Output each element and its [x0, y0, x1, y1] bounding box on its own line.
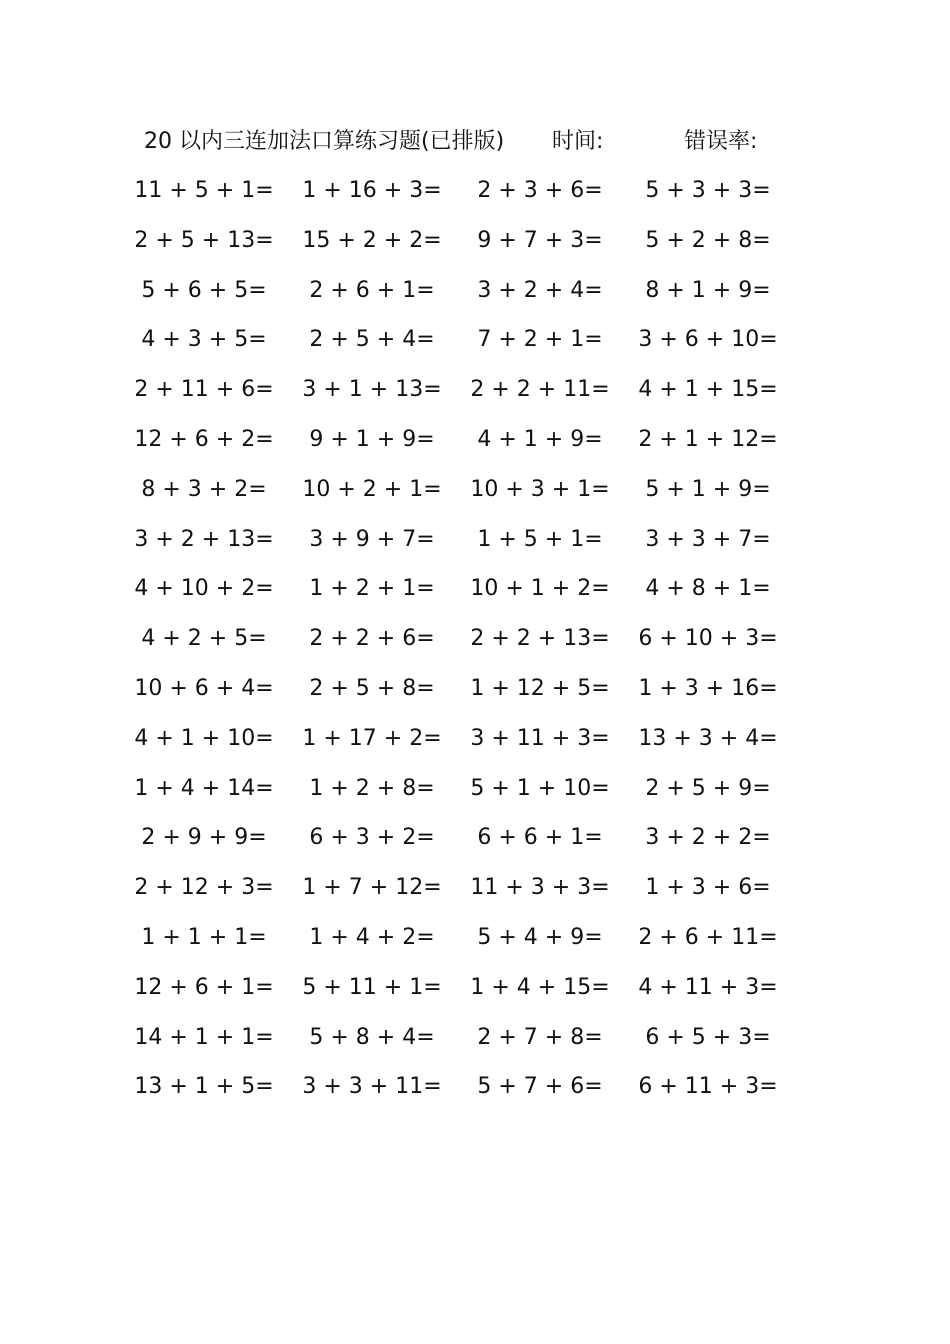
arithmetic-problem: 2 + 9 + 9=	[141, 825, 267, 851]
arithmetic-problem: 1 + 4 + 14=	[134, 775, 274, 801]
error-rate-label: 错误率:	[684, 129, 758, 154]
arithmetic-problem: 6 + 5 + 3=	[645, 1024, 771, 1050]
arithmetic-problem: 4 + 10 + 2=	[134, 576, 274, 602]
arithmetic-problem: 12 + 6 + 1=	[134, 974, 274, 1000]
arithmetic-problem: 1 + 2 + 8=	[309, 775, 435, 801]
arithmetic-problem: 4 + 1 + 15=	[638, 377, 778, 403]
arithmetic-problem: 13 + 3 + 4=	[638, 725, 778, 751]
arithmetic-problem: 2 + 3 + 6=	[477, 178, 603, 203]
arithmetic-problem: 2 + 2 + 6=	[309, 626, 435, 652]
arithmetic-problem: 1 + 4 + 15=	[470, 974, 610, 1000]
arithmetic-problem: 5 + 1 + 10=	[470, 775, 610, 801]
arithmetic-problem: 1 + 3 + 16=	[638, 675, 778, 701]
arithmetic-problem: 14 + 1 + 1=	[134, 1024, 274, 1050]
time-label: 时间:	[552, 129, 604, 154]
worksheet-title: 20 以内三连加法口算练习题(已排版)	[144, 129, 505, 154]
arithmetic-problem: 4 + 3 + 5=	[141, 327, 267, 353]
arithmetic-problem: 5 + 4 + 9=	[477, 924, 603, 950]
arithmetic-problem: 10 + 2 + 1=	[302, 476, 442, 502]
arithmetic-problem: 2 + 5 + 4=	[309, 327, 435, 353]
arithmetic-problem: 7 + 2 + 1=	[477, 327, 603, 353]
arithmetic-problem: 10 + 3 + 1=	[470, 476, 610, 502]
arithmetic-problem: 3 + 2 + 13=	[134, 526, 274, 552]
arithmetic-problem: 3 + 6 + 10=	[638, 327, 778, 353]
arithmetic-problem: 2 + 5 + 13=	[134, 227, 274, 253]
arithmetic-problem: 5 + 1 + 9=	[645, 476, 771, 502]
arithmetic-problem: 9 + 1 + 9=	[309, 426, 435, 452]
arithmetic-problem: 9 + 7 + 3=	[477, 227, 603, 253]
arithmetic-problem: 8 + 3 + 2=	[141, 476, 267, 502]
arithmetic-problem: 3 + 1 + 13=	[302, 377, 442, 403]
arithmetic-problem: 10 + 1 + 2=	[470, 576, 610, 602]
arithmetic-problem: 1 + 4 + 2=	[309, 924, 435, 950]
arithmetic-problem: 2 + 6 + 1=	[309, 277, 435, 303]
arithmetic-problem: 1 + 16 + 3=	[302, 178, 442, 203]
arithmetic-problem: 8 + 1 + 9=	[645, 277, 771, 303]
arithmetic-problem: 15 + 2 + 2=	[302, 227, 442, 253]
arithmetic-problem: 3 + 11 + 3=	[470, 725, 610, 751]
arithmetic-problem: 5 + 6 + 5=	[141, 277, 267, 303]
arithmetic-problem: 5 + 3 + 3=	[645, 178, 771, 203]
arithmetic-problem: 6 + 11 + 3=	[638, 1074, 778, 1100]
arithmetic-problem: 1 + 5 + 1=	[477, 526, 603, 552]
arithmetic-problem: 2 + 1 + 12=	[638, 426, 778, 452]
arithmetic-problem: 2 + 5 + 8=	[309, 675, 435, 701]
problem-grid	[120, 174, 820, 1120]
arithmetic-problem: 3 + 3 + 7=	[645, 526, 771, 552]
arithmetic-problem: 6 + 10 + 3=	[638, 626, 778, 652]
arithmetic-problem: 2 + 11 + 6=	[134, 377, 274, 403]
arithmetic-problem: 2 + 7 + 8=	[477, 1024, 603, 1050]
arithmetic-problem: 5 + 8 + 4=	[309, 1024, 435, 1050]
arithmetic-problem: 2 + 12 + 3=	[134, 875, 274, 901]
arithmetic-problem: 5 + 7 + 6=	[477, 1074, 603, 1100]
arithmetic-problem: 4 + 1 + 10=	[134, 725, 274, 751]
arithmetic-problem: 2 + 2 + 13=	[470, 626, 610, 652]
arithmetic-problem: 1 + 12 + 5=	[470, 675, 610, 701]
arithmetic-problem: 3 + 9 + 7=	[309, 526, 435, 552]
arithmetic-problem: 13 + 1 + 5=	[134, 1074, 274, 1100]
arithmetic-problem: 5 + 2 + 8=	[645, 227, 771, 253]
arithmetic-problem: 3 + 2 + 2=	[645, 825, 771, 851]
arithmetic-problem: 2 + 2 + 11=	[470, 377, 610, 403]
arithmetic-problem: 1 + 17 + 2=	[302, 725, 442, 751]
arithmetic-problem: 11 + 3 + 3=	[470, 875, 610, 901]
arithmetic-problem: 4 + 8 + 1=	[645, 576, 771, 602]
arithmetic-problem: 5 + 11 + 1=	[302, 974, 442, 1000]
arithmetic-problem: 12 + 6 + 2=	[134, 426, 274, 452]
arithmetic-problem: 2 + 5 + 9=	[645, 775, 771, 801]
arithmetic-problem: 4 + 2 + 5=	[141, 626, 267, 652]
arithmetic-problem: 6 + 6 + 1=	[477, 825, 603, 851]
arithmetic-problem: 10 + 6 + 4=	[134, 675, 274, 701]
arithmetic-problem: 1 + 7 + 12=	[302, 875, 442, 901]
arithmetic-problem: 6 + 3 + 2=	[309, 825, 435, 851]
arithmetic-problem: 1 + 1 + 1=	[141, 924, 267, 950]
arithmetic-problem: 11 + 5 + 1=	[134, 178, 274, 203]
worksheet-header	[144, 126, 784, 158]
arithmetic-problem: 3 + 2 + 4=	[477, 277, 603, 303]
arithmetic-problem: 1 + 2 + 1=	[309, 576, 435, 602]
arithmetic-problem: 4 + 11 + 3=	[638, 974, 778, 1000]
arithmetic-problem: 4 + 1 + 9=	[477, 426, 603, 452]
arithmetic-problem: 3 + 3 + 11=	[302, 1074, 442, 1100]
arithmetic-problem: 2 + 6 + 11=	[638, 924, 778, 950]
arithmetic-problem: 1 + 3 + 6=	[645, 875, 771, 901]
